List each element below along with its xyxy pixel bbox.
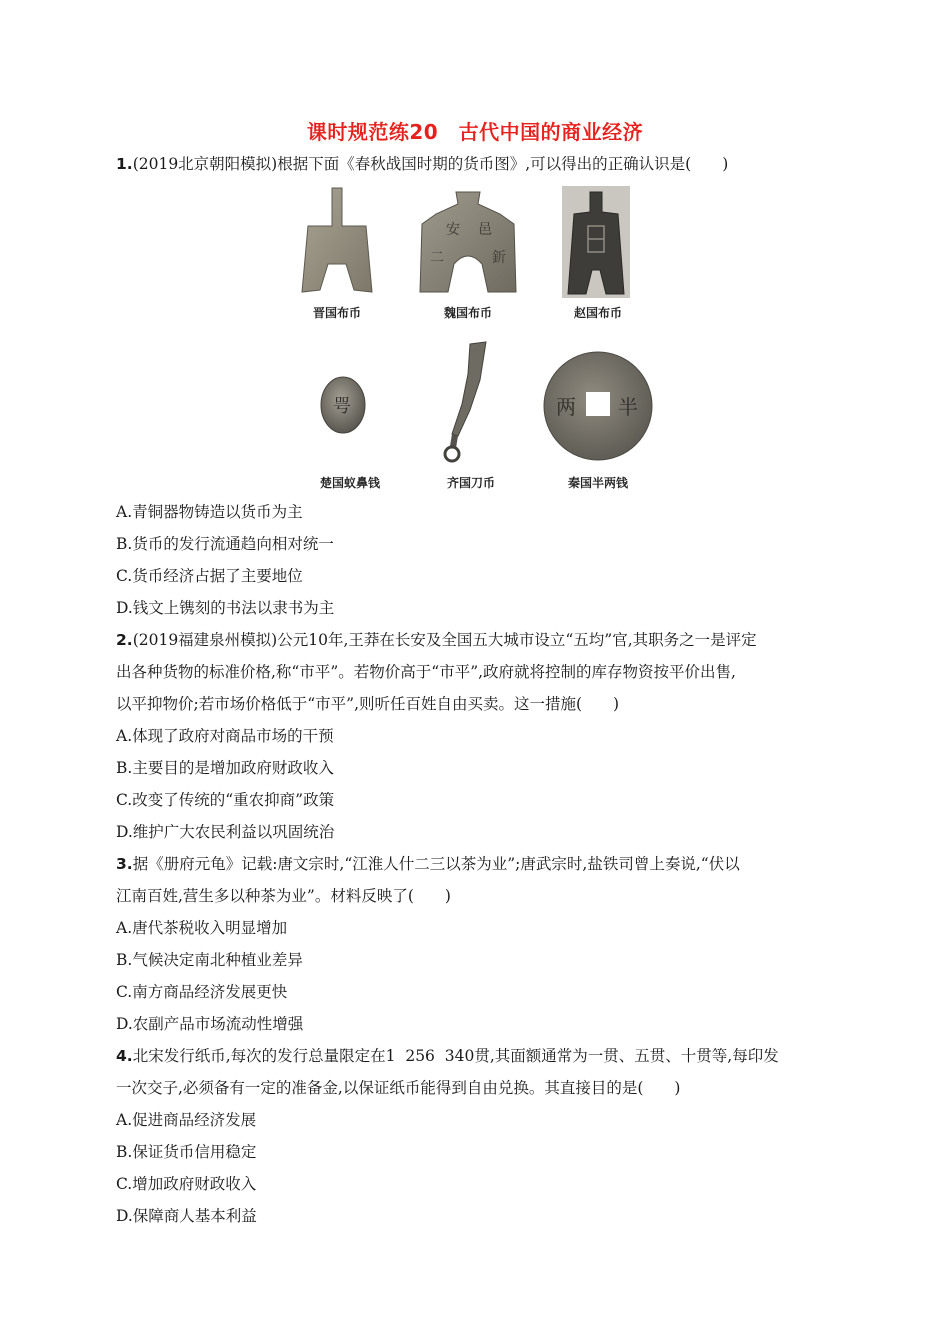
wei-coin-glyph-4: 釿 <box>492 250 506 266</box>
question-4-option-a[interactable]: A.促进商品经济发展 <box>116 1111 257 1129</box>
question-1-number: 1. <box>116 155 133 173</box>
chu-coin-glyph: 咢 <box>333 396 351 417</box>
caption-wei-coin: 魏国布币 <box>443 306 492 320</box>
question-1-option-d[interactable]: D.钱文上镌刻的书法以隶书为主 <box>116 599 335 617</box>
question-3-option-c[interactable]: C.南方商品经济发展更快 <box>116 983 288 1001</box>
zhao-spade-coin-image <box>562 186 630 298</box>
question-4-stem-line-2: 一次交子,必须备有一定的准备金,以保证纸币能得到自由兑换。其直接目的是( ) <box>116 1079 681 1097</box>
chu-ant-nose-coin-image <box>318 374 368 436</box>
question-2-stem-line-3: 以平抑物价;若市场价格低于“市平”,则听任百姓自由买卖。这一措施( ) <box>116 695 620 713</box>
qin-coin-glyph-left: 两 <box>556 395 576 419</box>
question-3-option-a[interactable]: A.唐代茶税收入明显增加 <box>116 919 288 937</box>
question-4-option-d[interactable]: D.保障商人基本利益 <box>116 1207 257 1225</box>
question-2-text-1: (2019福建泉州模拟)公元10年,王莽在长安及全国五大城市设立“五均”官,其职务之一是评定 <box>132 631 757 649</box>
qin-banliang-coin-image <box>542 350 654 462</box>
question-3-stem-line-2: 江南百姓,营生多以种茶为业”。材料反映了( ) <box>116 887 451 905</box>
question-4-text-1: 北宋发行纸币,每次的发行总量限定在1 256 340贯,其面额通常为一贯、五贯、十贯等,每印发 <box>132 1047 779 1065</box>
question-2-number: 2. <box>116 631 133 649</box>
question-1-text: (2019北京朝阳模拟)根据下面《春秋战国时期的货币图》,可以得出的正确认识是( ) <box>132 155 729 173</box>
question-3-number: 3. <box>116 855 133 873</box>
question-3-option-b[interactable]: B.气候决定南北种植业差异 <box>116 951 303 969</box>
question-1-option-c[interactable]: C.货币经济占据了主要地位 <box>116 567 303 585</box>
page-title: 课时规范练20 古代中国的商业经济 <box>306 120 644 144</box>
question-3-stem-line-1 <box>116 854 836 874</box>
question-1-stem <box>116 154 836 174</box>
question-4-number: 4. <box>116 1047 133 1065</box>
jin-spade-coin-image <box>296 186 378 298</box>
question-2-stem-line-1 <box>116 630 836 650</box>
question-3-text-1: 据《册府元龟》记载:唐文宗时,“江淮人什二三以茶为业”;唐武宗时,盐铁司曾上奏说,“伏以 <box>132 855 740 873</box>
caption-chu-coin: 楚国蚁鼻钱 <box>319 476 380 490</box>
question-2-option-d[interactable]: D.维护广大农民利益以巩固统治 <box>116 823 335 841</box>
qi-knife-coin-image <box>440 340 492 464</box>
wei-coin-glyph-2: 邑 <box>478 222 492 238</box>
caption-jin-coin: 晋国布币 <box>312 306 361 320</box>
question-2-option-b[interactable]: B.主要目的是增加政府财政收入 <box>116 759 334 777</box>
wei-bridge-coin-image <box>416 190 520 294</box>
question-2-option-a[interactable]: A.体现了政府对商品市场的干预 <box>116 727 334 745</box>
question-2-option-c[interactable]: C.改变了传统的“重农抑商”政策 <box>116 791 335 809</box>
question-1-option-a[interactable]: A.青铜器物铸造以货币为主 <box>116 503 303 521</box>
caption-qin-coin: 秦国半两钱 <box>567 476 628 490</box>
question-1-option-b[interactable]: B.货币的发行流通趋向相对统一 <box>116 535 334 553</box>
caption-qi-coin: 齐国刀币 <box>446 476 495 490</box>
question-4-stem-line-1 <box>116 1046 836 1066</box>
question-2-stem-line-2: 出各种货物的标准价格,称“市平”。若物价高于“市平”,政府就将控制的库存物资按平价出售, <box>116 663 736 681</box>
question-3-option-d[interactable]: D.农副产品市场流动性增强 <box>116 1015 304 1033</box>
question-4-option-b[interactable]: B.保证货币信用稳定 <box>116 1143 257 1161</box>
wei-coin-glyph-1: 安 <box>446 222 460 238</box>
qin-coin-glyph-right: 半 <box>618 395 638 419</box>
wei-coin-glyph-3: 二 <box>430 250 444 266</box>
caption-zhao-coin: 赵国布币 <box>573 306 622 320</box>
question-4-option-c[interactable]: C.增加政府财政收入 <box>116 1175 257 1193</box>
